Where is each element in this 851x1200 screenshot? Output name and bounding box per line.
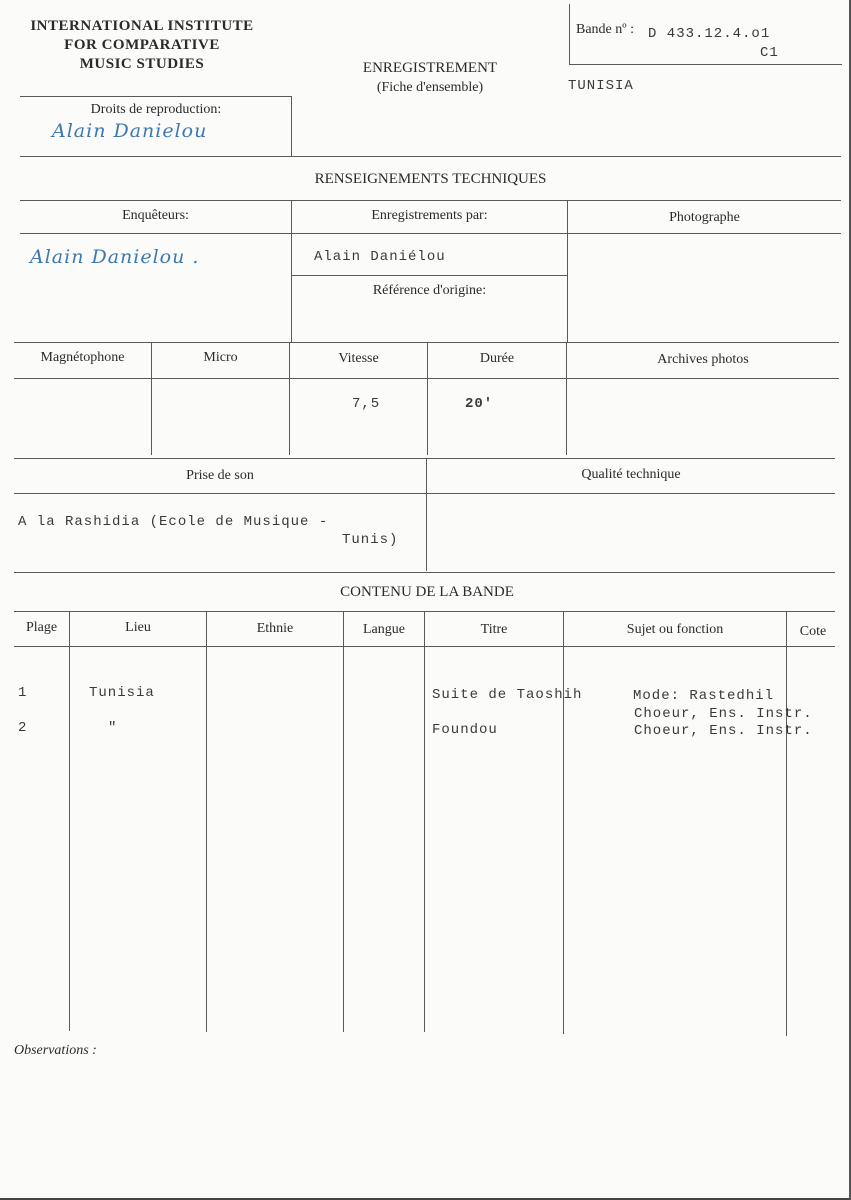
column-header-langue: Langue bbox=[363, 622, 405, 637]
divider-prise-top bbox=[14, 458, 835, 459]
divider-equipment-header bbox=[14, 378, 839, 379]
row-2-titre: Foundou bbox=[432, 722, 498, 738]
divider-technical-subheader bbox=[20, 233, 841, 234]
country-value: TUNISIA bbox=[568, 78, 634, 94]
observations-label: Observations : bbox=[14, 1043, 97, 1058]
reference-label: Référence d'origine: bbox=[372, 283, 487, 298]
divider-prise-header bbox=[14, 493, 835, 494]
row-2-plage: 2 bbox=[18, 720, 28, 736]
divider-col-titre bbox=[424, 611, 425, 1032]
technical-section-title: RENSEIGNEMENTS TECHNIQUES bbox=[314, 171, 547, 187]
rights-signature: Alain Danielou bbox=[52, 120, 208, 142]
micro-label: Micro bbox=[203, 350, 238, 365]
contents-section-title: CONTENU DE LA BANDE bbox=[340, 584, 514, 600]
enregistrements-label: Enregistrements par: bbox=[371, 208, 488, 223]
divider-reference bbox=[292, 275, 567, 276]
rights-label: Droits de reproduction: bbox=[90, 102, 222, 117]
divider-col-lieu bbox=[69, 611, 70, 1031]
vitesse-value: 7,5 bbox=[352, 396, 381, 412]
bande-number-suffix: C1 bbox=[760, 45, 779, 61]
form-subtitle: (Fiche d'ensemble) bbox=[376, 80, 484, 95]
photographe-label: Photographe bbox=[669, 210, 740, 225]
enqueteurs-signature: Alain Danielou . bbox=[30, 246, 200, 268]
duree-label: Durée bbox=[479, 351, 515, 366]
column-header-ethnie: Ethnie bbox=[256, 621, 294, 636]
row-1-sujet-line1: Mode: Rastedhil bbox=[633, 688, 775, 704]
prise-de-son-label: Prise de son bbox=[186, 468, 254, 483]
qualite-technique-label: Qualité technique bbox=[581, 467, 681, 482]
bande-number-value: D 433.12.4.o1 bbox=[648, 26, 771, 42]
magnetophone-label: Magnétophone bbox=[40, 350, 125, 365]
archives-photos-label: Archives photos bbox=[657, 352, 749, 367]
row-1-plage: 1 bbox=[18, 685, 28, 701]
vitesse-label: Vitesse bbox=[338, 351, 379, 366]
column-header-plage: Plage bbox=[25, 620, 58, 635]
divider-technical-header bbox=[20, 200, 841, 201]
row-1-lieu: Tunisia bbox=[89, 685, 155, 701]
divider-col-langue bbox=[343, 611, 344, 1032]
column-header-sujet: Sujet ou fonction bbox=[626, 622, 724, 637]
institute-name-line2: FOR COMPARATIVE bbox=[64, 37, 220, 53]
column-header-titre: Titre bbox=[480, 622, 508, 637]
column-header-cote: Cote bbox=[799, 624, 827, 639]
institute-name-line1: INTERNATIONAL INSTITUTE bbox=[30, 18, 254, 34]
enregistrements-value: Alain Daniélou bbox=[314, 249, 446, 265]
form-title: ENREGISTREMENT bbox=[362, 60, 498, 76]
bande-label: Bande nº : bbox=[576, 22, 634, 37]
divider-technical-top bbox=[20, 156, 841, 157]
divider-contents-top bbox=[14, 572, 835, 573]
prise-de-son-value-line2: Tunis) bbox=[342, 532, 399, 548]
duree-value: 20' bbox=[465, 396, 494, 412]
row-1-titre: Suite de Taoshih bbox=[432, 687, 583, 703]
divider-contents-body bbox=[14, 646, 835, 647]
row-2-lieu: " bbox=[108, 720, 118, 736]
row-2-sujet-line1: Choeur, Ens. Instr. bbox=[634, 723, 813, 739]
enqueteurs-label: Enquêteurs: bbox=[122, 208, 189, 223]
institute-name-line3: MUSIC STUDIES bbox=[79, 56, 205, 72]
rights-box-top-border bbox=[20, 96, 292, 97]
divider-col-ethnie bbox=[206, 611, 207, 1032]
row-1-sujet-line2: Choeur, Ens. Instr. bbox=[634, 706, 813, 722]
divider-col-sujet bbox=[563, 611, 564, 1034]
bande-box-left-border bbox=[569, 4, 570, 65]
column-header-lieu: Lieu bbox=[125, 620, 151, 635]
bande-box-bottom-border bbox=[569, 64, 842, 65]
divider-col-cote bbox=[786, 611, 787, 1036]
prise-de-son-value-line1: A la Rashidia (Ecole de Musique - bbox=[18, 514, 329, 530]
